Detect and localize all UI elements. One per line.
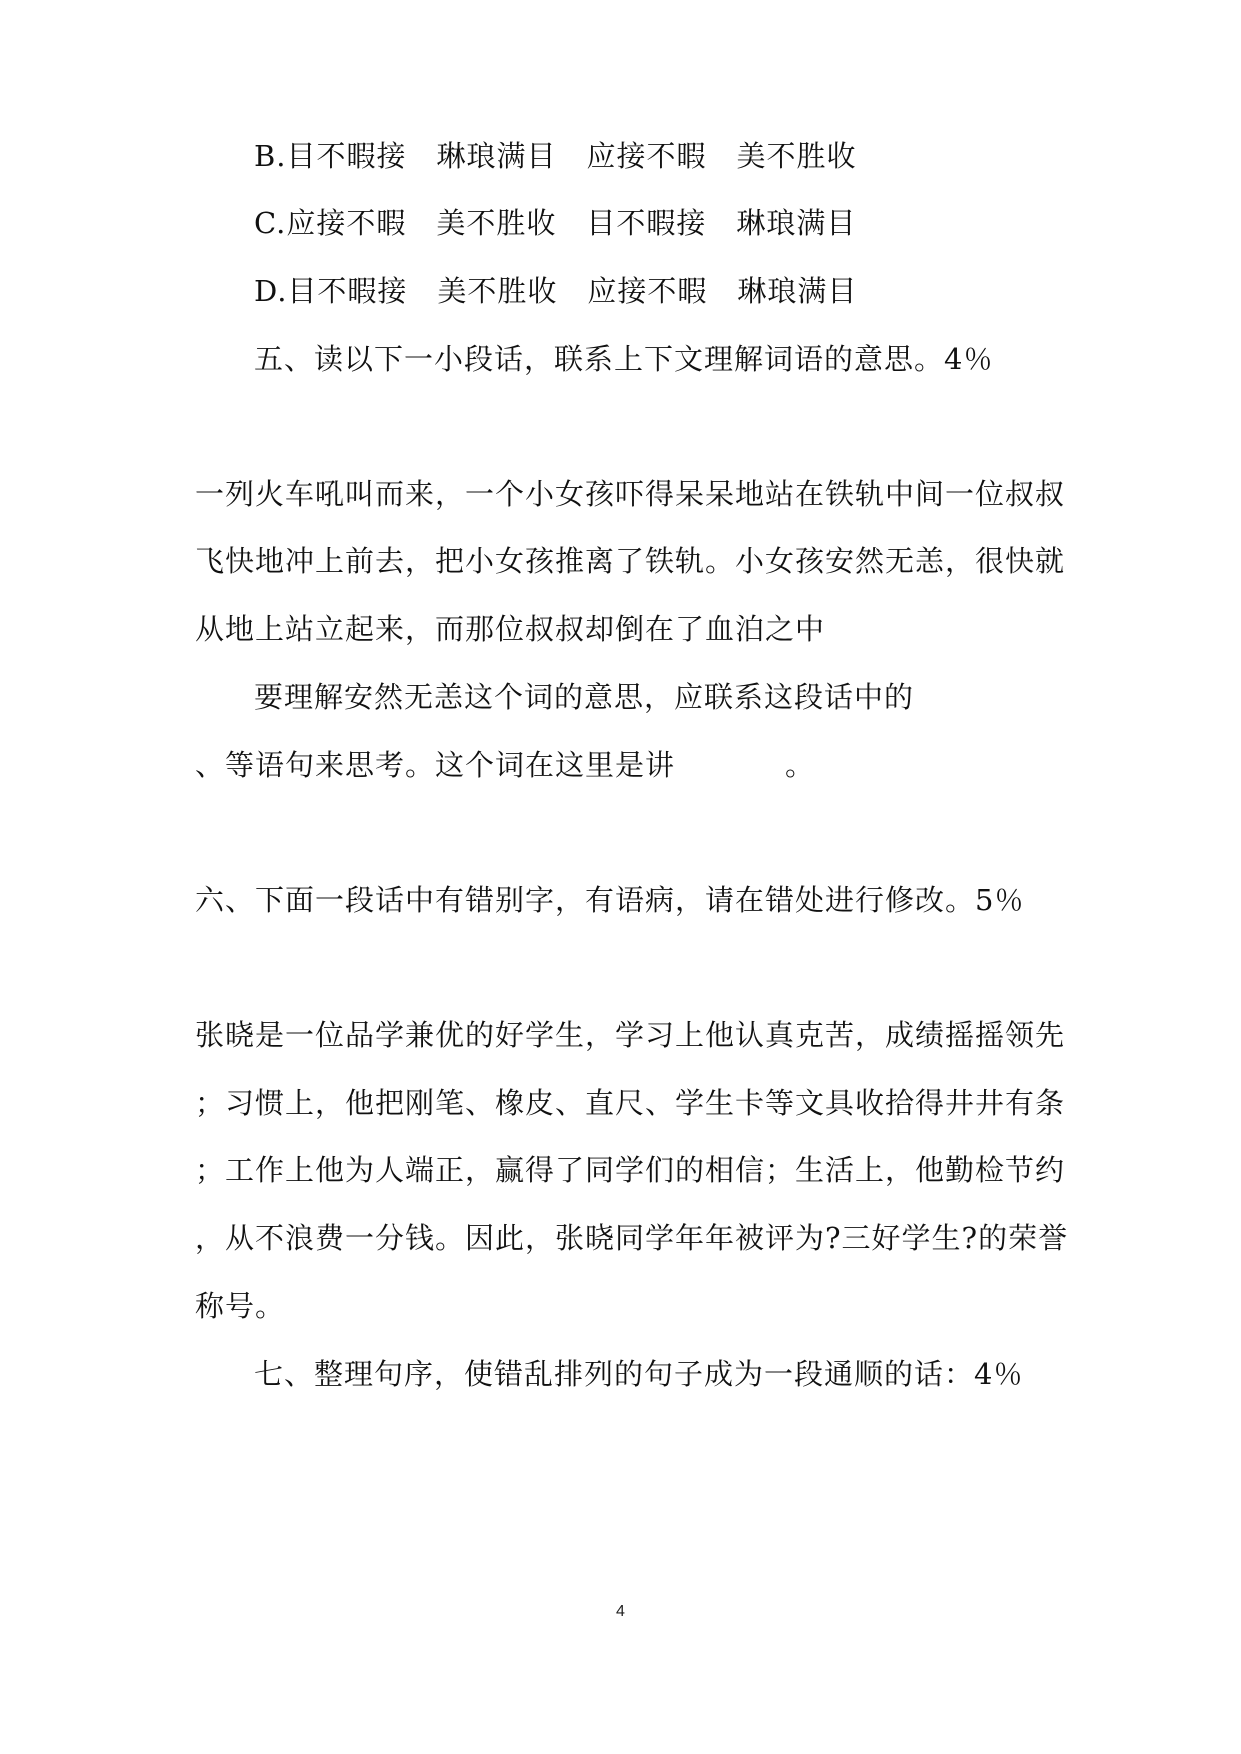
section-5-passage-line: 从地上站立起来，而那位叔叔却倒在了血泊之中 bbox=[195, 612, 826, 646]
section-6-passage-line: 张晓是一位品学兼优的好学生，学习上他认真克苦，成绩摇摇领先 bbox=[195, 1018, 1066, 1052]
section-6-heading: 六、下面一段话中有错别字，有语病，请在错处进行修改。5％ bbox=[195, 883, 1025, 917]
option-d: D.目不暇接 美不胜收 应接不暇 琳琅满目 bbox=[254, 274, 858, 308]
option-b: B.目不暇接 琳琅满目 应接不暇 美不胜收 bbox=[254, 139, 857, 173]
section-6-passage-line: ，从不浪费一分钱。因此，张晓同学年年被评为?三好学生?的荣誉 bbox=[195, 1221, 1069, 1255]
question-text: 、等语句来思考。这个词在这里是讲 bbox=[195, 748, 676, 782]
section-6-passage-line: 称号。 bbox=[195, 1289, 286, 1323]
section-6-passage-line: ；工作上他为人端正，赢得了同学们的相信；生活上，他勤检节约 bbox=[195, 1153, 1066, 1187]
section-5-passage-line: 飞快地冲上前去，把小女孩推离了铁轨。小女孩安然无恙，很快就 bbox=[195, 544, 1066, 578]
section-6-passage-line: ；习惯上，他把刚笔、橡皮、直尺、学生卡等文具收拾得井井有条 bbox=[195, 1086, 1066, 1120]
section-5-question-line-2 bbox=[195, 745, 815, 785]
section-7-heading: 七、整理句序，使错乱排列的句子成为一段通顺的话：4％ bbox=[254, 1357, 1024, 1391]
option-c: C.应接不暇 美不胜收 目不暇接 琳琅满目 bbox=[254, 206, 857, 240]
section-5-question-line: 要理解安然无恙这个词的意思，应联系这段话中的 bbox=[254, 680, 915, 714]
page-number: 4 bbox=[616, 1603, 625, 1620]
question-end: 。 bbox=[785, 748, 816, 782]
section-5-passage-line: 一列火车吼叫而来，一个小女孩吓得呆呆地站在铁轨中间一位叔叔 bbox=[195, 477, 1066, 511]
section-5-heading: 五、读以下一小段话，联系上下文理解词语的意思。4％ bbox=[254, 342, 994, 376]
